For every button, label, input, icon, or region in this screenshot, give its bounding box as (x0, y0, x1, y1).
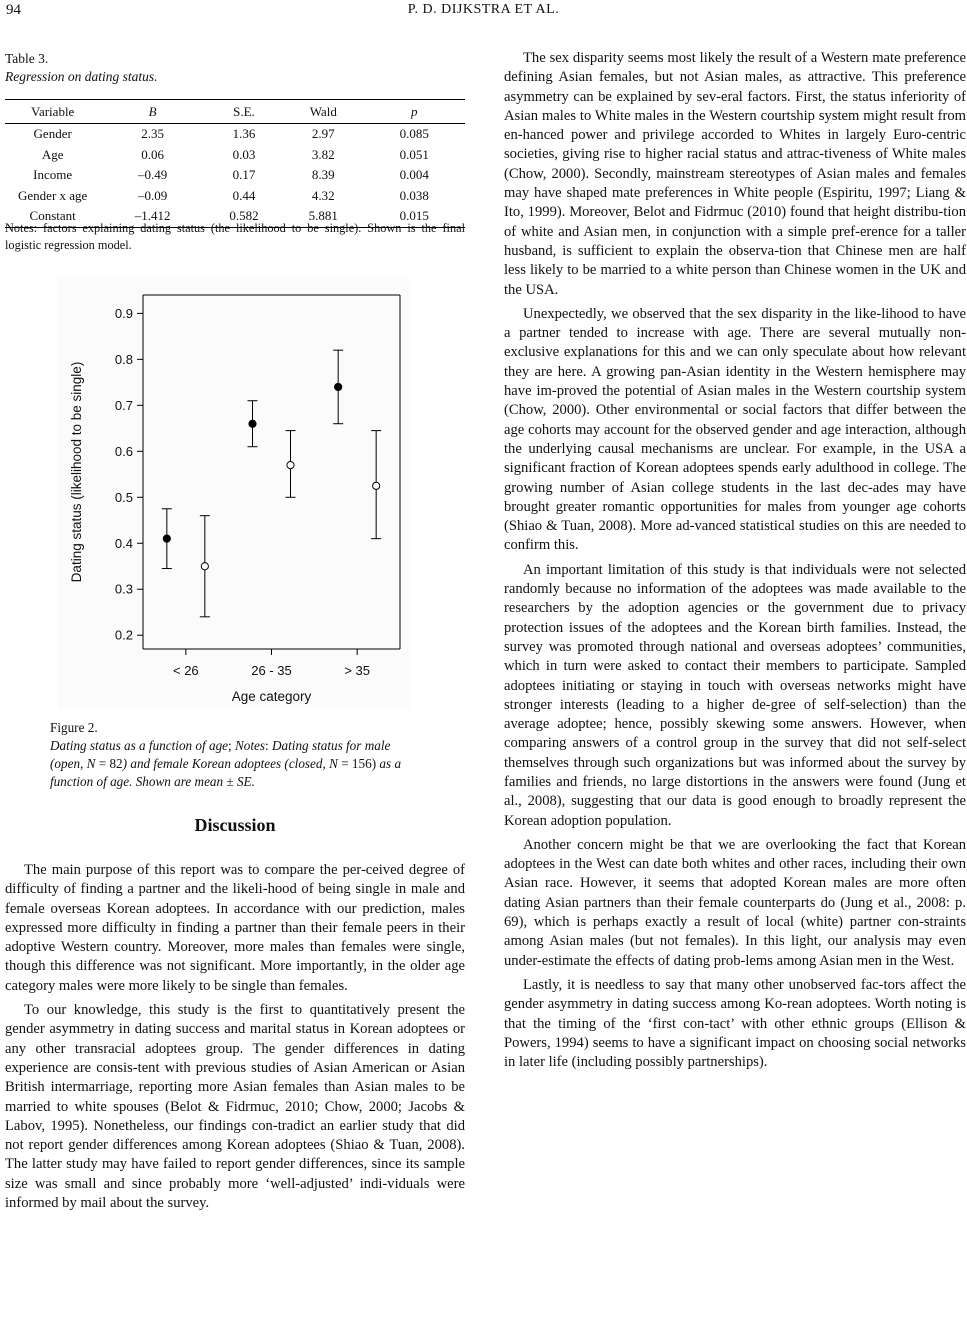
y-tick-label: 0.2 (114, 627, 133, 643)
cell: 0.038 (399, 187, 429, 203)
closed-mean-point (163, 535, 170, 542)
cell: 0.051 (399, 146, 429, 162)
x-tick-label: 26 - 35 (251, 663, 292, 678)
cell: 0.44 (232, 187, 256, 203)
open-mean-point (287, 462, 294, 469)
page-number: 94 (6, 2, 21, 18)
left-column-text (5, 861, 465, 1213)
table-caption (5, 50, 158, 86)
cell: Gender x age (18, 187, 88, 203)
table-row (5, 165, 465, 186)
figure-caption-text: Dating status as a function of age; Notes: Dating status for male (open, N = 82) and female Korean adoptees (closed, N = 156) as a function of age. Shown are mean ± SE. (50, 738, 402, 789)
table-label: Table 3. (5, 51, 49, 66)
y-tick-label: 0.7 (114, 397, 133, 413)
paragraph: The main purpose of this report was to compare the per-ceived degree of difficulty of finding a partner and the likeli-hood of being single in male and female overseas Korean adoptees. In accordance with our prediction, males expressed more difficulty in finding a partner than their female peers in their adoptive Western country. Moreover, more males than females were single, though this difference was not significant. More importantly, in the older age category males were more likely to be single than females. (5, 862, 465, 994)
table-row (5, 145, 465, 166)
cell: 0.085 (399, 126, 429, 142)
closed-mean-point (249, 420, 256, 427)
discussion-heading: Discussion (194, 815, 276, 835)
figure-2 (58, 277, 410, 709)
figure-caption (50, 719, 420, 791)
x-tick-label: > 35 (344, 663, 371, 678)
y-tick-label: 0.8 (114, 351, 133, 367)
paragraph: To our knowledge, this study is the first to quantitatively present the gender asymmetry in dating success and marital status in Korean adoptees or any other transracial adoptees group. The gender differences in dating experience are consis-tent with previous studies of Asian American or Asian British intermarriage, reporting more Asian females than Asian males to be married to white spouses (Belot & Fidrmuc, 2010; Chow, 2000; Jacobs & Labov, 1995). Nonetheless, our findings con-tradict an earlier study that did not report gender differences among Korean adoptees (Shiao & Tuan, 2008). The latter study may have failed to report gender differences, since its sample size was small and since probably more ‘well-adjusted’ indi-viduals were informed by mail about the survey. (5, 1002, 465, 1212)
open-mean-point (373, 482, 380, 489)
cell: 0.582 (205, 206, 283, 227)
cell: Constant (5, 206, 100, 227)
y-axis-label: Dating status (likelihood to be single) (69, 361, 84, 583)
cell: 0.17 (232, 167, 256, 183)
closed-mean-point (335, 383, 342, 390)
table-title: Regression on dating status. (5, 69, 158, 84)
cell: 0.03 (232, 146, 256, 162)
cell: Income (33, 167, 73, 183)
table-row (5, 186, 465, 207)
right-column-text (504, 49, 966, 1072)
cell: 0.06 (141, 146, 164, 162)
x-axis-label: Age category (231, 689, 312, 704)
regression-table (5, 99, 465, 228)
table-row (5, 124, 465, 145)
cell: 5.881 (283, 206, 363, 227)
cell: Age (41, 146, 64, 162)
cell: Gender (33, 126, 72, 142)
dating-status-chart (58, 277, 410, 709)
table-notes: Notes: factors explaining dating status (the likelihood to be single). Shown is the final logistic regression model. (5, 221, 465, 252)
paragraph: An important limitation of this study is that individuals were not selected randomly because no information of the adoptees was made available to the researchers by the adoption agencies or the government due to privacy protection issues of the adoptees and the Korean birth families. Instead, the survey was promoted through national and overseas adoptees’ communities, which in turn were asked to contact their members to participate. Sampled adoptees initiating or staying in touch with overseas networks might have stronger interests (leading to a higher de-gree of self-selection) than the average adoptee; hence, possibly skewing some answers. However, when comparing answers of a control group in the survey that did not self-select themselves through such organizations but was informed about the survey by families and friends, no large distortions in the answers were found (Jung et al., 2008), suggesting that our data is good enough to broadly represent the Korean adoption population. (504, 561, 966, 829)
y-tick-label: 0.9 (114, 305, 133, 321)
cell: –0.09 (137, 187, 168, 203)
col-b: B (100, 100, 204, 124)
y-tick-label: 0.4 (114, 535, 133, 551)
x-tick-label: < 26 (172, 663, 199, 678)
cell: 3.82 (311, 146, 335, 162)
cell: –0.49 (137, 167, 168, 183)
cell: 0.015 (363, 206, 465, 227)
paragraph: The sex disparity seems most likely the result of a Western mate preference defining Asian females, but not Asian males, as attractive. This preference asymmetry can be explained by sev-eral factors. First, the status inferiority of Asian males to White males in the Western courtship system might result from en-hanced power and privilege accorded to Whites in largely Euro-centric societies, giving rise to higher racial status and attrac-tiveness of White males (Chow, 2000). Secondly, mainstream stereotypes of Asian males and females may have shaped mate preferences in White people (Espiritu, 1997; Liang & Ito, 1999). Moreover, Belot and Fidrmuc (2010) found that height distribu-tion of white and Asian men, in conjunction with a simple pref-erence for a taller husband, is sufficient to explain the observa-tion that Chinese men are half less likely to be married to a white person than Chinese women in the UK and the USA. (504, 50, 966, 298)
figure-label: Figure 2. (50, 720, 98, 735)
col-variable: Variable (5, 100, 100, 124)
y-tick-label: 0.5 (114, 489, 133, 505)
paragraph: Another concern might be that we are overlooking the fact that Korean adoptees in the West can date both whites and other races, including their own Asian race. However, it seems that adopted Korean males are more often dating Asian partners than their female counterparts do (Jung et al., 2008: p. 69), which is perhaps exactly a result of local (white) partner con-straints among Asian males (but not females). In this light, our analysis may even under-estimate the effects of dating prob-lems among Asian men in the West. (504, 836, 966, 969)
cell: –1.412 (100, 206, 204, 227)
y-tick-label: 0.6 (114, 443, 133, 459)
cell: 1.36 (232, 126, 256, 142)
col-wald: Wald (283, 100, 363, 124)
table-header-row (5, 100, 465, 124)
col-p: p (363, 100, 465, 124)
running-title: P. D. DIJKSTRA ET AL. (407, 2, 560, 17)
cell: 8.39 (311, 167, 335, 183)
cell: 2.97 (311, 126, 335, 142)
paragraph: Lastly, it is needless to say that many other unobserved fac-tors affect the gender asymmetry in dating success among Ko-rean adoptees. Worth noting is that the timing of the ‘first con-tact’ with other ethnic groups (Ellison & Powers, 1994) seems to have a significant impact on choosing social networks in later life (including possibly partnerships). (504, 976, 966, 1071)
col-se: S.E. (205, 100, 283, 124)
y-tick-label: 0.3 (114, 581, 133, 597)
page-header (0, 0, 967, 24)
paragraph: Unexpectedly, we observed that the sex disparity in the like-lihood to have a partner tended to increase with age. There are several mutually non-exclusive explanations for this and we can only speculate about how relevant they are here. A growing pan-Asian identity in the Western hemisphere may have im-proved the potential of Asian males in the Western courtship system (Chow, 2000). Other environmental or social factors that differ between the age cohorts may account for the observed gender and age interaction, although the underlying causal mechanisms are unclear. For example, in the USA a significant fraction of Korean adoptees spends early adulthood in college. The growing number of Asian college students in the last dec-ades may have brought greater romantic opportunities for males from younger age cohorts (Shiao & Tuan, 2008). More ad-vanced statistical studies on this are needed to confirm this. (504, 305, 966, 554)
cell: 4.32 (311, 187, 335, 203)
cell: 0.004 (399, 167, 429, 183)
cell: 2.35 (141, 126, 164, 142)
open-mean-point (201, 563, 208, 570)
